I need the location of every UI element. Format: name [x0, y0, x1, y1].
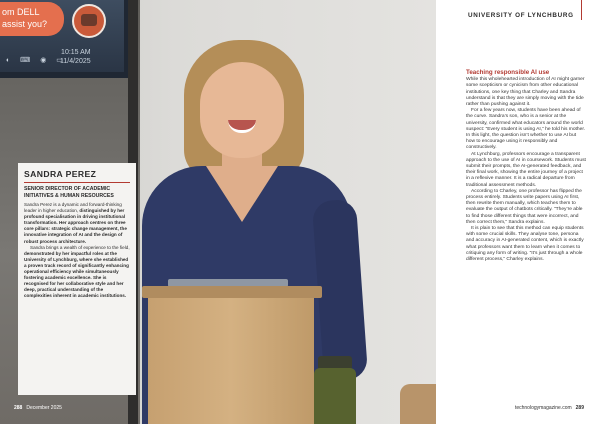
profile-role: SENIOR DIRECTOR OF ACADEMIC INITIATIVES & HUMAN RESOURCES: [24, 186, 114, 199]
folio-right: [515, 405, 584, 411]
water-bottle: [314, 368, 356, 424]
article-paragraph: For a few years now, students have been ahead of the curve. Sandra’s son, who is a senior at the university, confirmed what educators around the world suspect: “Every student is using AI,” he told his mother. In this light, the question isn’t whether to use AI but how to encourage using it responsibly and constructively.: [466, 108, 586, 151]
presentation-screen: [0, 0, 130, 78]
chair: [400, 384, 436, 424]
podium-top: [142, 286, 322, 298]
article-paragraph: According to Charley, one professor has flipped the process entirely. Students write papers using AI first, then rewrite them manually, which teaches them to evaluate the output of chatbots critically. “They’re able to find those different things that were incorrect, and then correct them,” Sandra explains.: [466, 188, 583, 225]
robot-avatar-icon: [72, 4, 106, 38]
speaker-face: [200, 62, 284, 158]
page-number: 288: [14, 405, 23, 411]
right-page: [436, 0, 600, 424]
issue-date: December 2025: [26, 405, 62, 411]
page-number: 289: [575, 405, 584, 411]
folio-left: [14, 405, 62, 411]
screen-chat-bubble: om DELL assist you?: [0, 2, 64, 36]
header-accent-bar: [581, 0, 582, 20]
taskbar-icons: ◐ ⌨ ◉ ▭: [6, 57, 67, 64]
bio-paragraph: Sandra Perez is a dynamic and forward-thinking leader in higher education, distinguished by her profound specialisation in driving institutional transformation. Her approach centres on three core pillars: strategic change management, the innovative integration of AI and the design of robust process architecture.: [24, 202, 127, 244]
profile-box: [18, 163, 136, 395]
section-heading: Teaching responsible AI use: [466, 69, 550, 76]
university-header: UNIVERSITY OF LYNCHBURG: [468, 12, 574, 19]
article-paragraph: While this wholehearted introduction of AI might garner some scepticism or cynicism from other educational institutions, one key thing that Charley and Sandra understand is that they are simply moving with the tide rather than pushing against it.: [466, 77, 585, 108]
magazine-url: technologymagazine.com: [514, 405, 572, 411]
bio-paragraph: Sandra brings a wealth of experience to the field, demonstrated by her impactful roles at the University of Lynchburg, where she established a proven track record of significantly enhancing operational efficiency while simultaneously fostering academic excellence. She is recognised for her collaborative style and her deep, practical understanding of the complexities inherent in academic institutions.: [24, 244, 130, 299]
article-paragraph: It is plain to see that this method can equip students with some crucial skills. They analyse tone, persona and accuracy in AI-generated content, which is exactly what professors want them to learn when it comes to critiquing any form of writing. “It’s just through a whole different process,” Charley explains.: [466, 226, 584, 263]
screen-clock: 10:15 AM 11/4/2025: [60, 49, 91, 65]
article-body: [466, 70, 586, 263]
profile-bio: [24, 202, 130, 300]
profile-name: SANDRA PEREZ: [24, 169, 97, 179]
podium: [148, 298, 314, 424]
profile-divider: [24, 182, 130, 183]
article-paragraph: At Lynchburg, professors encourage a transparent approach to the use of AI in coursework. Students must submit their prompts, the AI-generated feedback, and their final work, showing the entire journey of a project in a reflexive manner. It is a radical departure from traditional assessment methods.: [466, 151, 586, 188]
